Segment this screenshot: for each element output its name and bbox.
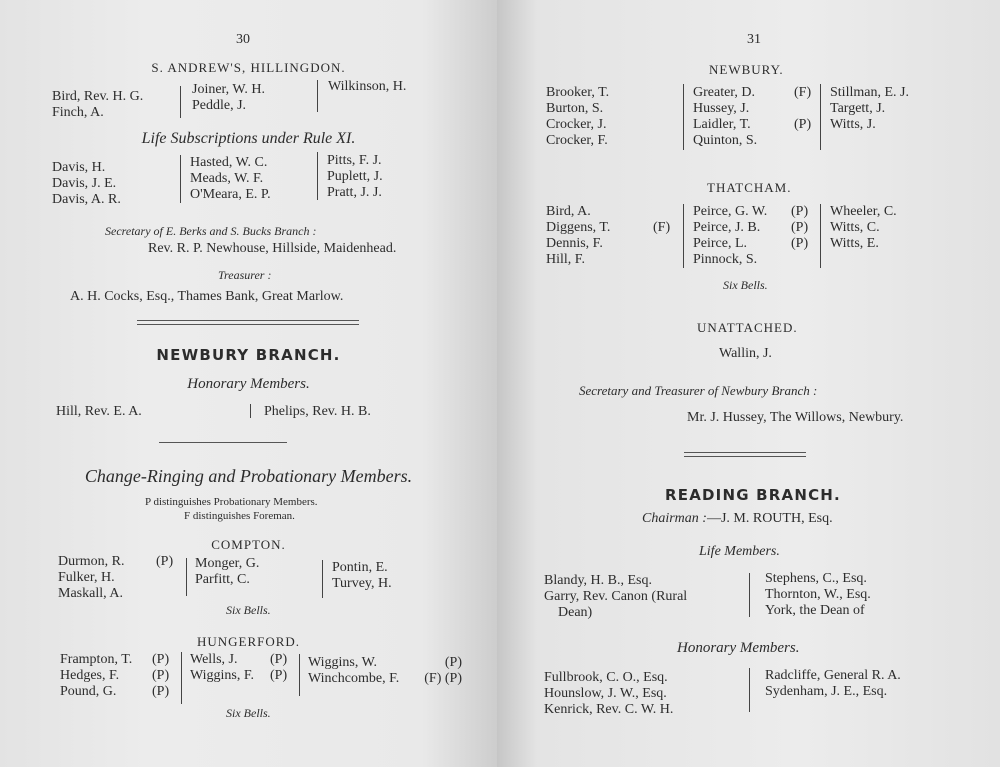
member-name: Hedges, F. — [60, 668, 120, 683]
secretary-text: Rev. R. P. Newhouse, Hillside, Maidenhead. — [148, 241, 397, 256]
member-name: Targett, J. — [830, 101, 886, 116]
member-name: Blandy, H. B., Esq. — [544, 573, 652, 588]
member-name: Wiggins, F. — [190, 668, 255, 683]
member-name: Meads, W. F. — [190, 171, 264, 186]
newbury-column-3 — [830, 85, 909, 133]
member-name: Fullbrook, C. O., Esq. — [544, 670, 668, 685]
member-name: Puplett, J. — [327, 169, 383, 184]
member-name: Davis, H. — [52, 160, 106, 175]
foreman-note: F distinguishes Foreman. — [184, 510, 295, 522]
member-name: Greater, D. — [693, 85, 756, 100]
column-divider — [683, 204, 684, 268]
column-divider — [250, 404, 251, 418]
life-column-3 — [327, 153, 383, 201]
section-heading-thatcham: THATCHAM. — [707, 180, 792, 195]
member-name: Finch, A. — [52, 105, 104, 120]
member-name: Winchcombe, F. — [308, 671, 400, 686]
member-name: Dean) — [558, 605, 593, 620]
branch-title-reading: READING BRANCH. — [665, 486, 841, 504]
member-name: Pontin, E. — [332, 560, 388, 575]
hungerford-column-3 — [308, 655, 399, 687]
hungerford-marks-2 — [270, 652, 287, 684]
hungerford-bells-note: Six Bells. — [226, 706, 271, 720]
life-members-column-1 — [544, 573, 687, 621]
honorary-members-heading: Honorary Members. — [187, 376, 310, 392]
sec-treas-heading: Secretary and Treasurer of Newbury Branch : — [579, 383, 818, 398]
member-name: Pratt, J. J. — [327, 185, 382, 200]
life-subscriptions-heading: Life Subscriptions under Rule XI. — [141, 130, 356, 147]
member-name: Durmon, R. — [58, 554, 125, 569]
member-name: Wiggins, W. — [308, 655, 378, 670]
section-divider-double — [684, 452, 806, 457]
column-divider — [181, 652, 182, 704]
change-ringing-heading: Change-Ringing and Probationary Members. — [84, 466, 413, 486]
column-divider — [749, 668, 750, 712]
treasurer-heading: Treasurer : — [218, 268, 272, 282]
column-divider — [317, 152, 318, 200]
member-name: Wheeler, C. — [830, 204, 897, 219]
member-name: Fulker, H. — [58, 570, 115, 585]
newbury-marks — [794, 85, 811, 133]
compton-bells-note: Six Bells. — [226, 603, 271, 617]
column-divider — [683, 84, 684, 150]
life-members-heading: Life Members. — [699, 544, 780, 559]
member-name: York, the Dean of — [765, 603, 865, 618]
member-name: Witts, J. — [830, 117, 876, 132]
section-divider-double — [137, 320, 359, 325]
column-divider — [180, 155, 181, 203]
life-column-1 — [52, 160, 121, 208]
newbury-column-1 — [546, 85, 609, 149]
member-name: Frampton, T. — [60, 652, 133, 667]
member-name: Wells, J. — [190, 652, 238, 667]
compton-column-3 — [332, 560, 392, 592]
column-divider — [299, 654, 300, 696]
member-name: Maskall, A. — [58, 586, 123, 601]
newbury-column-2 — [693, 85, 757, 149]
member-name: Diggens, T. — [546, 220, 611, 235]
member-name: Crocker, J. — [546, 117, 607, 132]
section-heading-unattached: UNATTACHED. — [697, 320, 798, 335]
page-number: 30 — [236, 32, 250, 47]
life-members-column-2 — [765, 571, 871, 619]
member-name: Quinton, S. — [693, 133, 758, 148]
member-name: Laidler, T. — [693, 117, 751, 132]
probationary-mark: (P) — [152, 684, 170, 699]
probationary-mark: (P) — [791, 220, 809, 235]
status-mark: (F) — [794, 85, 812, 100]
compton-column-2 — [195, 556, 259, 588]
member-name: Pound, G. — [60, 684, 117, 699]
honorary-members-heading: Honorary Members. — [677, 640, 800, 656]
left-page — [0, 0, 497, 767]
section-divider — [159, 442, 287, 443]
thatcham-bells-note: Six Bells. — [723, 278, 768, 292]
section-heading-newbury: NEWBURY. — [709, 62, 784, 77]
member-name: Hill, F. — [546, 252, 585, 267]
member-name: Radcliffe, General R. A. — [765, 668, 901, 683]
thatcham-column-1 — [546, 204, 610, 268]
member-name: O'Meara, E. P. — [190, 187, 271, 202]
right-page — [497, 0, 1000, 767]
member-name: Pitts, F. J. — [327, 153, 382, 168]
probationary-mark: (P) — [791, 236, 809, 251]
member-name: Witts, E. — [830, 236, 879, 251]
probationary-mark: (P) — [270, 668, 288, 683]
chairman-label: Chairman : — [642, 511, 707, 526]
andrews-column-1 — [52, 89, 143, 121]
member-name: Wilkinson, H. — [328, 79, 407, 94]
member-name: Brooker, T. — [546, 85, 610, 100]
member-name: Turvey, H. — [332, 576, 392, 591]
section-heading-andrews: S. ANDREW'S, HILLINGDON. — [151, 60, 346, 75]
member-name: Joiner, W. H. — [192, 82, 265, 97]
column-divider — [749, 573, 750, 617]
andrews-column-3 — [328, 79, 406, 95]
column-divider — [317, 80, 318, 112]
column-divider — [820, 84, 821, 150]
status-mark — [653, 204, 670, 220]
probationary-mark: (P) — [156, 554, 174, 569]
member-name: Pinnock, S. — [693, 252, 758, 267]
status-mark: (P) — [794, 117, 812, 132]
column-divider — [322, 560, 323, 598]
hungerford-marks-1 — [152, 652, 169, 700]
honorary-column-2 — [765, 668, 901, 700]
member-name: Crocker, F. — [546, 133, 608, 148]
section-heading-compton: COMPTON. — [211, 537, 286, 552]
chairman-name: —J. M. ROUTH, Esq. — [706, 511, 833, 526]
member-name: Stephens, C., Esq. — [765, 571, 867, 586]
status-mark: (F) — [653, 220, 671, 235]
thatcham-column-3 — [830, 204, 897, 252]
member-name: Peirce, L. — [693, 236, 748, 251]
honorary-member-name: Hill, Rev. E. A. — [56, 404, 142, 419]
member-name: Witts, C. — [830, 220, 880, 235]
thatcham-column-2 — [693, 204, 767, 268]
member-name: Sydenham, J. E., Esq. — [765, 684, 888, 699]
member-name: Burton, S. — [546, 101, 604, 116]
honorary-column-1 — [544, 670, 673, 718]
probationary-mark: (F) (P) — [424, 671, 462, 686]
branch-title-newbury: NEWBURY BRANCH. — [156, 346, 341, 364]
probationary-mark: (P) — [444, 655, 462, 670]
member-name: Stillman, E. J. — [830, 85, 909, 100]
member-name: Davis, A. R. — [52, 192, 121, 207]
member-name: Kenrick, Rev. C. W. H. — [544, 702, 674, 717]
member-name: Dennis, F. — [546, 236, 603, 251]
unattached-name: Wallin, J. — [719, 346, 772, 361]
probationary-mark: (P) — [270, 652, 288, 667]
compton-column-1 — [58, 554, 125, 602]
thatcham-marks-1 — [653, 204, 670, 236]
probationary-mark: (P) — [791, 204, 809, 219]
life-column-2 — [190, 155, 271, 203]
probationary-mark: (P) — [152, 652, 170, 667]
thatcham-marks-2 — [791, 204, 808, 252]
member-name: Thornton, W., Esq. — [765, 587, 871, 602]
column-divider — [180, 86, 181, 118]
probationary-mark: (P) — [152, 668, 170, 683]
andrews-column-2 — [192, 82, 265, 114]
probationary-note: P distinguishes Probationary Members. — [145, 496, 318, 508]
member-name: Peddle, J. — [192, 98, 247, 113]
member-name: Hussey, J. — [693, 101, 750, 116]
page-number: 31 — [747, 32, 761, 47]
hungerford-marks-3 — [420, 655, 462, 687]
member-name: Peirce, G. W. — [693, 204, 768, 219]
member-name: Garry, Rev. Canon (Rural — [544, 589, 688, 604]
member-name: Hounslow, J. W., Esq. — [544, 686, 667, 701]
column-divider — [186, 558, 187, 596]
chairman-line — [642, 511, 833, 527]
member-name: Davis, J. E. — [52, 176, 117, 191]
member-name: Bird, Rev. H. G. — [52, 89, 144, 104]
member-name: Hasted, W. C. — [190, 155, 268, 170]
member-name: Bird, A. — [546, 204, 591, 219]
section-heading-hungerford: HUNGERFORD. — [196, 634, 301, 649]
secretary-heading: Secretary of E. Berks and S. Bucks Branch : — [105, 224, 317, 238]
member-name: Monger, G. — [195, 556, 260, 571]
honorary-member-name: Phelips, Rev. H. B. — [264, 404, 371, 419]
member-name: Parfitt, C. — [195, 572, 250, 587]
hungerford-column-1 — [60, 652, 132, 700]
column-divider — [820, 204, 821, 268]
hungerford-column-2 — [190, 652, 254, 684]
sec-treas-text: Mr. J. Hussey, The Willows, Newbury. — [687, 410, 904, 425]
member-name: Peirce, J. B. — [693, 220, 761, 235]
treasurer-text: A. H. Cocks, Esq., Thames Bank, Great Marlow. — [70, 289, 344, 304]
status-mark — [794, 101, 811, 117]
